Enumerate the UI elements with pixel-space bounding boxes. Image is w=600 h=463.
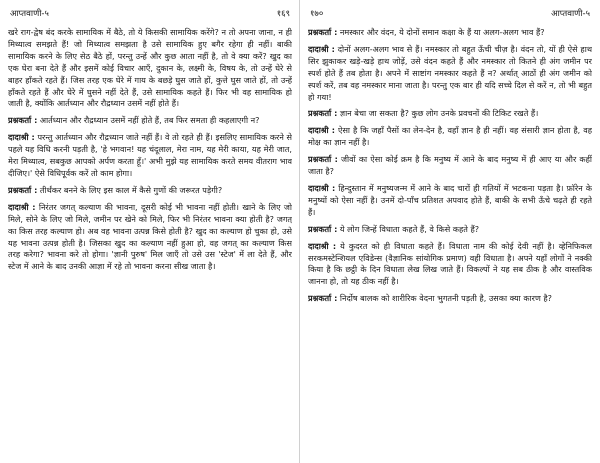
- paragraph: दादाश्री : दोनों अलग-अलग भाव से हैं। नमस्कार तो बहुत ऊँची चीज़ है। वंदन तो, यों ही ऐसे हाथ सिर झुकाकर खड़े-खड़े हाथ जोड़ें, उसे वंदन कहते हैं और नमस्कार तो कितने ही अंग जमीन पर स्पर्श होते हैं तब होता है। अपने में साष्टांग नमस्कार कहते हैं न? अर्थात् आठों ही अंग जमीन को स्पर्श करें, तब वह नमस्कार माना जाता है। परन्तु एक बार ही यदि सच्चे दिल से करें न, तो भी बहुत हो गया!: [308, 43, 592, 102]
- paragraph: दादाश्री : निरंतर जगत् कल्याण की भावना, दूसरी कोई भी भावना नहीं होती। खाने के लिए जो मिले, सोने के लिए जो मिले, जमीन पर खेने को मिले, फिर भी निरंतर भावना क्या होती है? जगत् का किस तरह कल्याण हो। अब वह भावना उत्पन्न किसे होती है? खुद का कल्याण हो चुका हो, उसे यह भावना उत्पन्न होती है। जिसका खुद का कल्याण नहीं हुआ हो, वह जगत् का कल्याण किस तरह करेगा? भावना करे तो होगा। 'ज्ञानी पुरुष' मिल जाएँ तो उसे उस 'स्टेज' में ला देते हैं, और स्टेज में आने के बाद उनकी आज्ञा में रहे तो भावना करना सीख जाता है।: [8, 201, 292, 272]
- speaker-label: दादाश्री :: [8, 201, 36, 212]
- book-gutter: [299, 0, 300, 463]
- paragraph: दादाश्री : परन्तु आर्तध्यान और रौद्रध्यान जाते नहीं हैं। वे तो रहते ही हैं। इसलिए सामायिक करने से पहले यह विधि करनी पड़ती है, 'हे भगवान! यह चंदूलाल, मेरा नाम, यह मेरी काया, यह मेरी जात, मेरा मिथ्यात्व, सबकुछ आपको अर्पण करता हूँ।' अभी मुझे यह सामायिक करते समय वीतराग भाव दीजिए।' ऐसे विधिपूर्वक करें तो काम होगा।: [8, 132, 292, 178]
- paragraph: खरे राग-द्वेष बंद करके सामायिक में बैठे, तो ये किसकी सामायिक करेंगे? न तो अपना जाना, न ही मिथ्यात्व समझते हैं! जो मिथ्यात्व समझता है उसे सामायिक हुए बगैर रहेगा ही नहीं। बाकी सामायिक करने के लिए सेठ बैठे हों, परन्तु उन्हें और कुछ आता नहीं है, तो वे क्या करें? खुद का एक घेरा बना देते हैं और इसमें कोई विचार आएँ, दुकान के, लक्ष्मी के, विषय के, तो उन्हें घेरे से बाहर हाँकते रहते हैं। जिस तरह एक घेरे में गाय के बछड़े घुस जाते हों, कुत्ते घुस जाते हों, तो उन्हें हाँकते रहते हैं और घेरे में घुसने नहीं देते हैं, उसे सामायिक कहते हैं। फिर भी वह सामायिक हो जाती है, क्योंकि आर्तध्यान और रौद्रध्यान उसमें नहीं होते हैं।: [8, 27, 292, 109]
- left-running-title: आप्तवाणी-५: [10, 9, 49, 19]
- paragraph: प्रश्नकर्ता : ज्ञान बेचा जा सकता है? कुछ लोग उनके प्रवचनों की टिकिट रखते हैं।: [308, 108, 539, 119]
- left-page-header: [8, 8, 292, 20]
- speaker-label: प्रश्नकर्ता :: [8, 184, 38, 195]
- left-page-number: १६९: [276, 9, 290, 19]
- paragraph: प्रश्नकर्ता : तीर्थंकर बनने के लिए इस काल में कैसे गुणों की जरूरत पड़ेगी?: [8, 184, 223, 195]
- paragraph: प्रश्नकर्ता : जीवों का ऐसा कोई क्रम है कि मनुष्य में आने के बाद मनुष्य में ही आए या और कहीं जाता है?: [308, 154, 592, 177]
- paragraph: प्रश्नकर्ता : ये लोग जिन्हें विधाता कहते हैं, वे किसे कहते हैं?: [308, 223, 480, 234]
- right-page: [308, 8, 592, 458]
- speaker-label: दादाश्री :: [308, 43, 335, 54]
- speaker-label: प्रश्नकर्ता :: [8, 115, 38, 126]
- speaker-label: प्रश्नकर्ता :: [308, 108, 338, 119]
- paragraph: प्रश्नकर्ता : निर्दोष बालक को शारीरिक वेदना भुगतनी पड़ती है, उसका क्या कारण है?: [308, 293, 552, 304]
- right-page-number: १७०: [310, 9, 324, 19]
- right-running-title: आप्तवाणी-५: [551, 9, 590, 19]
- speaker-label: प्रश्नकर्ता :: [308, 154, 338, 165]
- speaker-label: दादाश्री :: [8, 132, 35, 143]
- left-page: [8, 8, 292, 458]
- speaker-label: दादाश्री :: [308, 240, 337, 251]
- speaker-label: प्रश्नकर्ता :: [308, 293, 338, 304]
- paragraph: दादाश्री : हिन्दुस्तान में मनुष्यजन्म में आने के बाद चारों ही गतियों में भटकना पड़ता है। फ़ॉरेन के मनुष्यों को ऐसा नहीं है। उनमें दो-पाँच प्रतिशत अपवाद होते हैं, बाकी के सभी ऊँचे चढ़ते ही रहते हैं।: [308, 182, 592, 217]
- right-page-header: [308, 8, 592, 20]
- speaker-label: प्रश्नकर्ता :: [308, 27, 338, 37]
- paragraph: दादाश्री : ये कुदरत को ही विधाता कहते हैं। विधाता नाम की कोई देवी नहीं है। व्हेनिफिकल सरकमस्टेन्शियल एविडेन्स (वैज्ञानिक सांयोगिक प्रमाण) वही विधाता है। अपने यहाँ लोगों ने नक्की किया है कि छट्ठी के दिन विधाता लेख लिख जाते हैं। विकल्पों ने यह सब ठीक है और वास्तविक जानना हो, तो यह ठीक नहीं है।: [308, 240, 592, 287]
- speaker-label: दादाश्री :: [308, 182, 336, 193]
- paragraph: प्रश्नकर्ता : नमस्कार और वंदन, ये दोनों समान कक्षा के हैं या अलग-अलग भाव हैं?: [308, 27, 545, 37]
- paragraph: दादाश्री : ऐसा है कि जहाँ पैसों का लेन-देन है, वहाँ ज्ञान है ही नहीं। वह संसारी ज्ञान होता है, वह मोक्ष का ज्ञान नहीं है।: [308, 125, 592, 148]
- speaker-label: दादाश्री :: [308, 125, 336, 136]
- paragraph: प्रश्नकर्ता : आर्तध्यान और रौद्रध्यान उसमें नहीं होते हैं, तब फिर समता ही कहलाएगी न?: [8, 115, 260, 126]
- speaker-label: प्रश्नकर्ता :: [308, 223, 338, 234]
